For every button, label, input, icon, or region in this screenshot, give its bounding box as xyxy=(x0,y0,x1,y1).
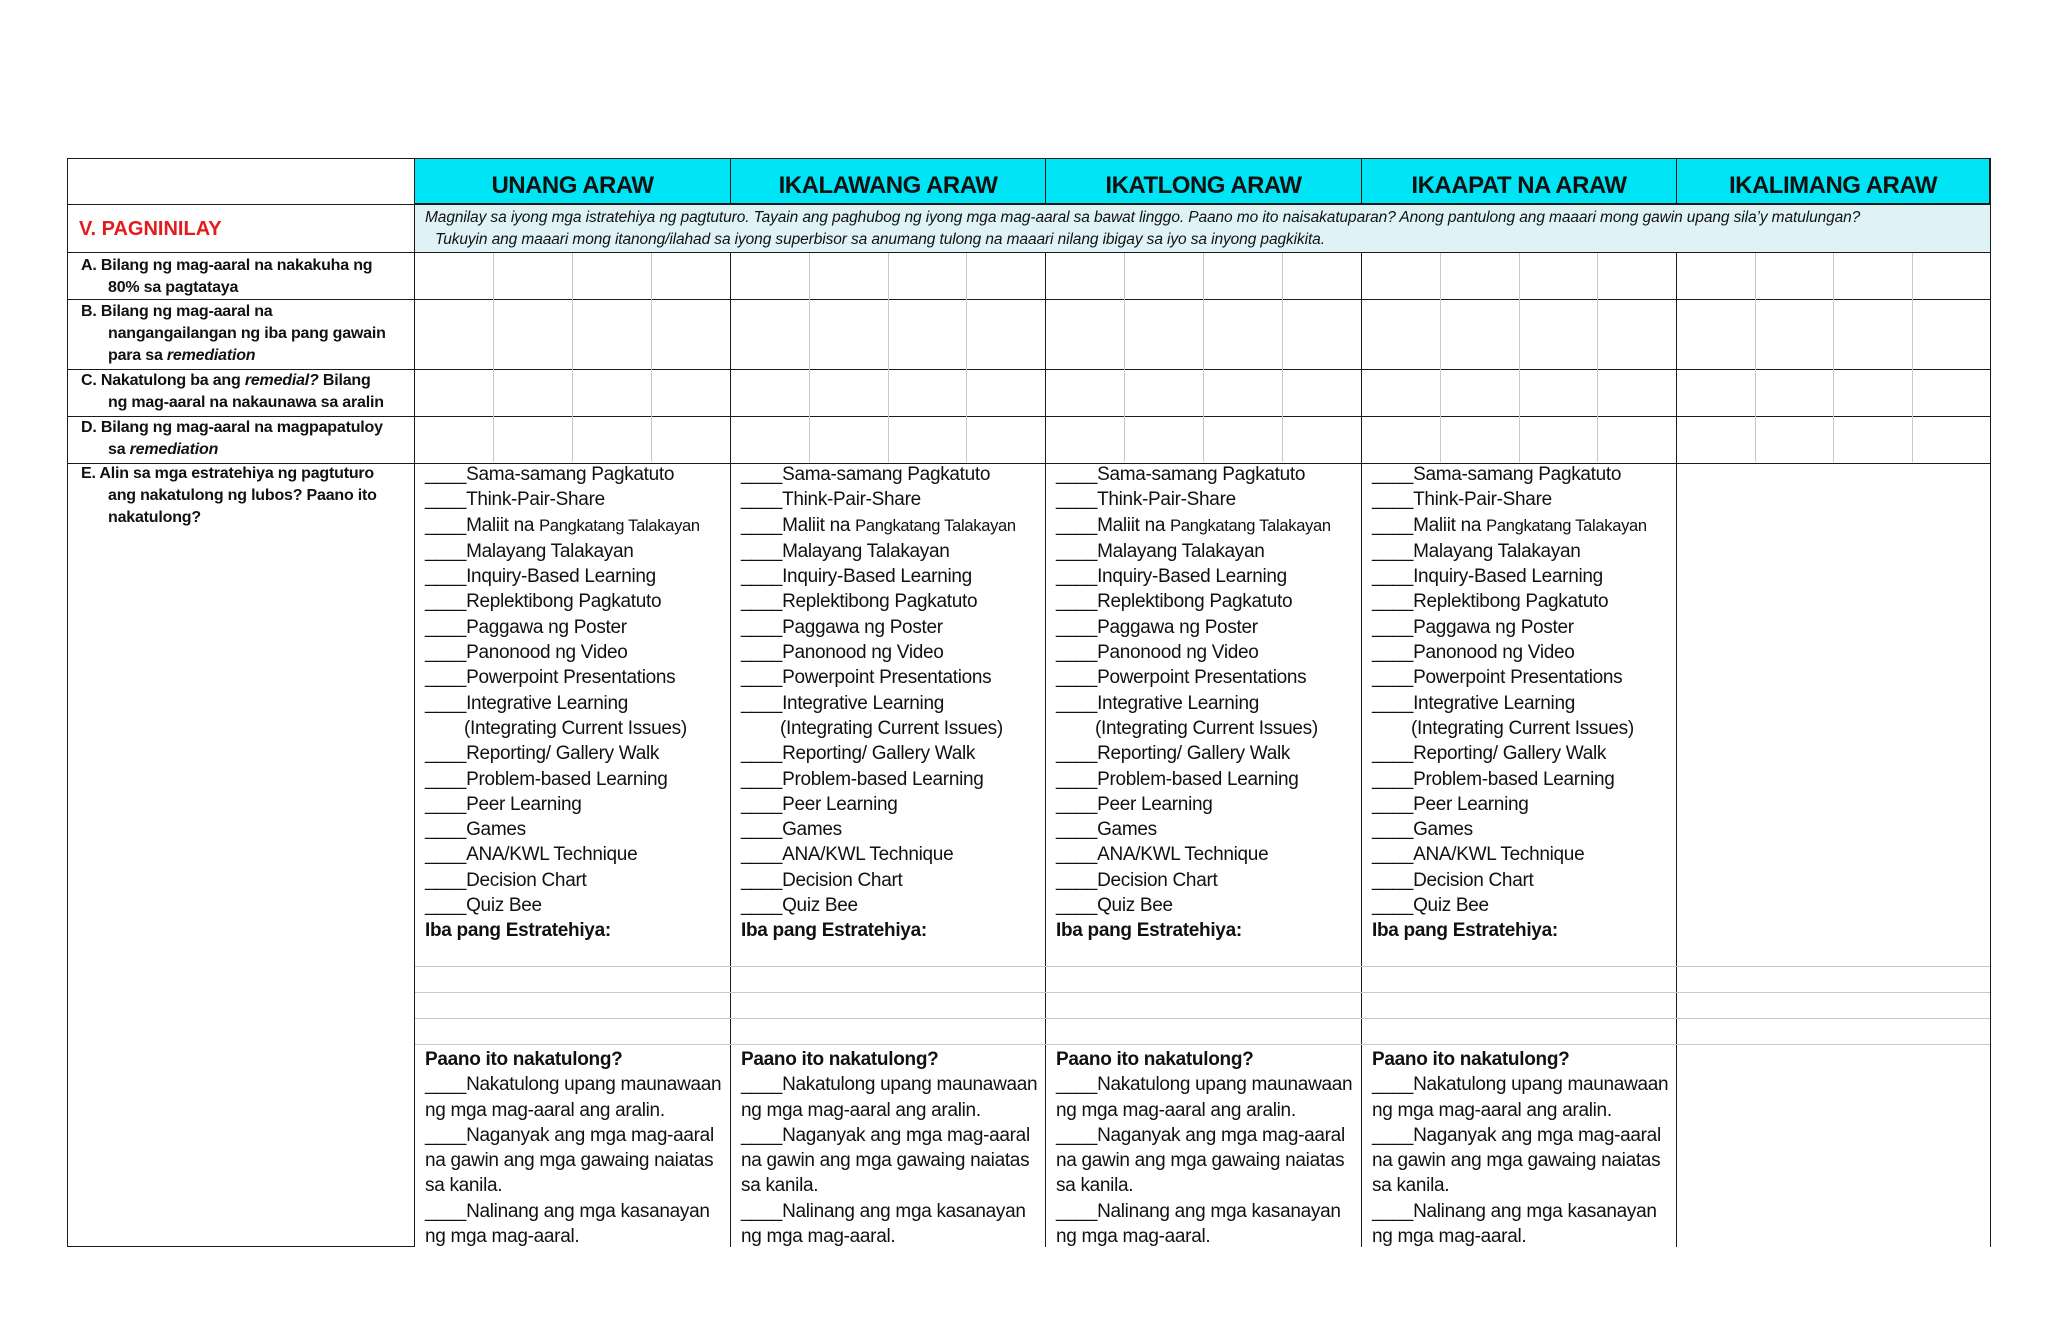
column-line xyxy=(414,158,415,1247)
strategy-list-day-4 xyxy=(1372,462,1647,944)
how-helped-option-cont: ng mga mag-aaral. xyxy=(741,1226,896,1248)
strategy-option: ____Maliit na Pangkatang Talakayan xyxy=(425,514,700,536)
how-helped-option-cont: sa kanila. xyxy=(1372,1175,1450,1197)
strategy-option: ____Quiz Bee xyxy=(1056,895,1173,917)
strategy-option: ____Games xyxy=(1372,819,1473,841)
row-line xyxy=(67,369,1990,370)
question-c-line-1 xyxy=(81,372,371,389)
other-strategy-label: Iba pang Estratehiya: xyxy=(1372,920,1558,942)
section-instruction xyxy=(425,207,1982,251)
strategy-option-small-part: Pangkatang Talakayan xyxy=(539,516,700,535)
how-helped-option-cont: na gawin ang mga gawaing naiatas xyxy=(741,1150,1030,1172)
question-e xyxy=(81,463,377,529)
how-helped-list-day-3 xyxy=(1056,1047,1352,1249)
blank-line xyxy=(415,992,1990,993)
blank-line xyxy=(415,966,1990,967)
question-e-line-3: nakatulong? xyxy=(108,509,201,526)
strategy-option-small-part: Pangkatang Talakayan xyxy=(855,516,1016,535)
cell-subdivision xyxy=(1833,253,1834,462)
header-day-2 xyxy=(730,158,1045,204)
header-day-3-label: IKATLONG ARAW xyxy=(1105,172,1302,199)
strategy-list-day-2 xyxy=(741,462,1016,944)
question-b-line-2: nangangailangan ng iba pang gawain xyxy=(108,325,386,342)
row-line xyxy=(67,416,1990,417)
how-helped-option-cont: sa kanila. xyxy=(1056,1175,1134,1197)
strategy-option: ____Panonood ng Video xyxy=(1372,642,1575,664)
question-a xyxy=(81,255,372,299)
strategy-option-note: (Integrating Current Issues) xyxy=(780,717,1003,739)
strategy-option: ____Malayang Talakayan xyxy=(1372,540,1581,562)
how-helped-option: ____Naganyak ang mga mag-aaral xyxy=(741,1124,1030,1146)
how-helped-option: ____Nalinang ang mga kasanayan xyxy=(741,1200,1026,1222)
strategy-list-day-3 xyxy=(1056,462,1331,944)
strategy-option: ____Integrative Learning xyxy=(741,692,945,714)
column-line xyxy=(1045,252,1046,1247)
strategy-option: ____Powerpoint Presentations xyxy=(425,667,676,689)
cell-subdivision xyxy=(1124,253,1125,462)
how-helped-option-cont: ng mga mag-aaral ang aralin. xyxy=(1056,1099,1296,1121)
column-line xyxy=(730,252,731,1247)
strategy-option: ____Problem-based Learning xyxy=(1372,768,1615,790)
instruction-line-2: Tukuyin ang maaari mong itanong/ilahad sa iyong superbisor sa anumang tulong na maaari nilang ibigay sa iyo sa inyong pagkikita. xyxy=(435,231,1325,248)
strategy-option: ____Sama-samang Pagkatuto xyxy=(741,464,991,485)
header-day-5 xyxy=(1676,158,1990,204)
strategy-option: ____Reporting/ Gallery Walk xyxy=(425,743,660,765)
strategy-option: ____Decision Chart xyxy=(425,869,587,891)
strategy-option: ____ANA/KWL Technique xyxy=(425,844,638,866)
how-helped-option: ____Nalinang ang mga kasanayan xyxy=(425,1200,710,1222)
other-strategy-label: Iba pang Estratehiya: xyxy=(1056,920,1242,942)
strategy-option: ____Replektibong Pagkatuto xyxy=(1372,591,1609,613)
strategy-option: ____Inquiry-Based Learning xyxy=(1056,566,1287,588)
blank-line xyxy=(415,1044,1990,1045)
strategy-option: ____Sama-samang Pagkatuto xyxy=(1056,464,1306,485)
strategy-option: ____Decision Chart xyxy=(1056,869,1218,891)
strategy-option: ____Problem-based Learning xyxy=(425,768,668,790)
strategy-option: ____Replektibong Pagkatuto xyxy=(741,591,978,613)
cell-subdivision xyxy=(572,253,573,462)
how-helped-option: ____Nalinang ang mga kasanayan xyxy=(1056,1200,1341,1222)
how-helped-option: ____Naganyak ang mga mag-aaral xyxy=(425,1124,714,1146)
strategy-option: ____Decision Chart xyxy=(1372,869,1534,891)
instruction-line-1: Magnilay sa iyong mga istratehiya ng pagtuturo. Tayain ang paghubog ng iyong mga mag-aaral sa bawat linggo. Paano mo ito naisakatuparan? Anong pantulong ang maaari mong gawin upang sila’y matulungan? xyxy=(425,209,1861,226)
header-day-5-label: IKALIMANG ARAW xyxy=(1728,172,1938,199)
strategy-option: ____Panonood ng Video xyxy=(1056,642,1259,664)
header-day-1-label: UNANG ARAW xyxy=(491,172,654,199)
strategy-option: ____Quiz Bee xyxy=(425,895,542,917)
section-title: V. PAGNINILAY xyxy=(79,218,222,240)
question-b-line-3 xyxy=(81,345,386,367)
cell-subdivision xyxy=(493,253,494,462)
strategy-option: ____Think-Pair-Share xyxy=(1056,489,1236,511)
strategy-option: ____Maliit na Pangkatang Talakayan xyxy=(1372,514,1647,536)
how-helped-list-day-2 xyxy=(741,1047,1037,1249)
strategy-option: ____Replektibong Pagkatuto xyxy=(1056,591,1293,613)
question-e-line-2: ang nakatulong ng lubos? Paano ito xyxy=(108,487,377,504)
strategy-option-note: (Integrating Current Issues) xyxy=(1095,717,1318,739)
strategy-option: ____ANA/KWL Technique xyxy=(1372,844,1585,866)
question-e-line-1: E. Alin sa mga estratehiya ng pagtuturo xyxy=(81,465,374,482)
strategy-option: ____Think-Pair-Share xyxy=(425,489,605,511)
how-helped-option-cont: ng mga mag-aaral. xyxy=(1372,1226,1527,1248)
table-border-bottom xyxy=(67,1246,415,1247)
strategy-option-small-part: Pangkatang Talakayan xyxy=(1486,516,1647,535)
strategy-option: ____Sama-samang Pagkatuto xyxy=(425,464,675,485)
column-line xyxy=(1676,252,1677,1247)
strategy-option: ____Inquiry-Based Learning xyxy=(1372,566,1603,588)
strategy-option-note: (Integrating Current Issues) xyxy=(1411,717,1634,739)
other-strategy-label: Iba pang Estratehiya: xyxy=(741,920,927,942)
row-line xyxy=(67,463,1990,464)
strategy-option: ____Inquiry-Based Learning xyxy=(425,566,656,588)
header-day-1 xyxy=(414,158,730,204)
how-helped-option-cont: sa kanila. xyxy=(425,1175,503,1197)
strategy-option: ____Panonood ng Video xyxy=(425,642,628,664)
strategy-option: ____ANA/KWL Technique xyxy=(1056,844,1269,866)
row-line xyxy=(67,252,1990,253)
header-day-3 xyxy=(1045,158,1361,204)
strategy-option: ____Malayang Talakayan xyxy=(741,540,950,562)
strategy-option: ____Quiz Bee xyxy=(1372,895,1489,917)
how-helped-option-cont: na gawin ang mga gawaing naiatas xyxy=(1372,1150,1661,1172)
strategy-option: ____Reporting/ Gallery Walk xyxy=(1372,743,1607,765)
how-helped-option: ____Nakatulong upang maunawaan xyxy=(1056,1074,1353,1096)
header-day-4 xyxy=(1361,158,1676,204)
cell-subdivision xyxy=(888,253,889,462)
strategy-option: ____Think-Pair-Share xyxy=(1372,489,1552,511)
strategy-option-note: (Integrating Current Issues) xyxy=(464,717,687,739)
strategy-option-small-part: Pangkatang Talakayan xyxy=(1170,516,1331,535)
strategy-option: ____Panonood ng Video xyxy=(741,642,944,664)
strategy-option: ____Powerpoint Presentations xyxy=(1372,667,1623,689)
strategy-option: ____Games xyxy=(425,819,526,841)
strategy-option: ____Reporting/ Gallery Walk xyxy=(1056,743,1291,765)
strategy-option: ____Integrative Learning xyxy=(425,692,629,714)
strategy-option: ____Maliit na Pangkatang Talakayan xyxy=(741,514,1016,536)
header-day-2-label: IKALAWANG ARAW xyxy=(778,172,998,199)
how-helped-option: ____Nakatulong upang maunawaan xyxy=(1372,1074,1669,1096)
strategy-option: ____Reporting/ Gallery Walk xyxy=(741,743,976,765)
question-b-line-3-pre: para sa xyxy=(108,347,167,364)
column-line xyxy=(1361,158,1362,204)
cell-subdivision xyxy=(1282,253,1283,462)
strategy-option: ____Problem-based Learning xyxy=(1056,768,1299,790)
question-c-line-2: ng mag-aaral na nakaunawa sa aralin xyxy=(108,394,384,411)
how-helped-option-cont: sa kanila. xyxy=(741,1175,819,1197)
how-helped-option-cont: na gawin ang mga gawaing naiatas xyxy=(425,1150,714,1172)
table-border-left xyxy=(67,158,68,1247)
strategy-option: ____ANA/KWL Technique xyxy=(741,844,954,866)
strategy-option: ____Malayang Talakayan xyxy=(425,540,634,562)
how-helped-option: ____Nakatulong upang maunawaan xyxy=(425,1074,722,1096)
how-helped-title: Paano ito nakatulong? xyxy=(1056,1049,1254,1070)
header-day-4-label: IKAAPAT NA ARAW xyxy=(1411,172,1627,199)
other-strategy-label: Iba pang Estratehiya: xyxy=(425,920,611,942)
strategy-option: ____Powerpoint Presentations xyxy=(741,667,992,689)
strategy-option: ____Maliit na Pangkatang Talakayan xyxy=(1056,514,1331,536)
row-line xyxy=(67,204,1990,205)
strategy-option: ____Peer Learning xyxy=(1056,793,1213,815)
blank-line xyxy=(415,1018,1990,1019)
strategy-option: ____Problem-based Learning xyxy=(741,768,984,790)
column-line xyxy=(730,158,731,204)
how-helped-option: ____Nakatulong upang maunawaan xyxy=(741,1074,1038,1096)
cell-subdivision xyxy=(1203,253,1204,462)
cell-subdivision xyxy=(651,253,652,462)
question-d-line-2-italic: remediation xyxy=(129,441,219,458)
how-helped-option-cont: ng mga mag-aaral ang aralin. xyxy=(741,1099,981,1121)
reflection-table xyxy=(67,158,1990,1246)
strategy-option: ____Replektibong Pagkatuto xyxy=(425,591,662,613)
column-line xyxy=(1676,158,1677,204)
how-helped-option-cont: ng mga mag-aaral ang aralin. xyxy=(1372,1099,1612,1121)
strategy-option: ____Paggawa ng Poster xyxy=(1056,616,1258,638)
strategy-option: ____Integrative Learning xyxy=(1056,692,1260,714)
strategy-option: ____Paggawa ng Poster xyxy=(1372,616,1574,638)
strategy-option: ____Games xyxy=(1056,819,1157,841)
strategy-list-day-1 xyxy=(425,462,700,944)
strategy-option: ____Sama-samang Pagkatuto xyxy=(1372,464,1622,485)
question-b-line-1: B. Bilang ng mag-aaral na xyxy=(81,303,273,320)
question-c-line-1-pre: C. Nakatulong ba ang xyxy=(81,372,245,389)
table-border-top xyxy=(67,158,1990,159)
how-helped-option: ____Naganyak ang mga mag-aaral xyxy=(1056,1124,1345,1146)
row-line xyxy=(67,299,1990,300)
strategy-option: ____Games xyxy=(741,819,842,841)
question-a-line-2: 80% sa pagtataya xyxy=(108,279,239,296)
strategy-option: ____Decision Chart xyxy=(741,869,903,891)
cell-subdivision xyxy=(1912,253,1913,462)
how-helped-option: ____Naganyak ang mga mag-aaral xyxy=(1372,1124,1661,1146)
how-helped-list-day-1 xyxy=(425,1047,721,1249)
question-d xyxy=(81,417,383,461)
table-border-right xyxy=(1990,158,1991,1247)
cell-subdivision xyxy=(1755,253,1756,462)
how-helped-option-cont: ng mga mag-aaral. xyxy=(1056,1226,1211,1248)
cell-subdivision xyxy=(1519,253,1520,462)
question-d-line-2 xyxy=(81,439,383,461)
strategy-option: ____Peer Learning xyxy=(425,793,582,815)
how-helped-option-cont: ng mga mag-aaral ang aralin. xyxy=(425,1099,665,1121)
question-d-line-2-pre: sa xyxy=(108,441,130,458)
cell-subdivision xyxy=(1440,253,1441,462)
strategy-option: ____Paggawa ng Poster xyxy=(741,616,943,638)
cell-subdivision xyxy=(809,253,810,462)
strategy-option: ____Think-Pair-Share xyxy=(741,489,921,511)
how-helped-option: ____Nalinang ang mga kasanayan xyxy=(1372,1200,1657,1222)
question-b xyxy=(81,301,386,367)
how-helped-list-day-4 xyxy=(1372,1047,1668,1249)
question-d-line-1: D. Bilang ng mag-aaral na magpapatuloy xyxy=(81,419,383,436)
cell-subdivision xyxy=(1597,253,1598,462)
strategy-option: ____Powerpoint Presentations xyxy=(1056,667,1307,689)
how-helped-option-cont: na gawin ang mga gawaing naiatas xyxy=(1056,1150,1345,1172)
question-c xyxy=(81,370,384,414)
question-c-line-1-post: Bilang xyxy=(318,372,371,389)
strategy-option: ____Integrative Learning xyxy=(1372,692,1576,714)
strategy-option: ____Inquiry-Based Learning xyxy=(741,566,972,588)
how-helped-title: Paano ito nakatulong? xyxy=(425,1049,623,1070)
column-line xyxy=(1045,158,1046,204)
strategy-option: ____Peer Learning xyxy=(741,793,898,815)
how-helped-option-cont: ng mga mag-aaral. xyxy=(425,1226,580,1248)
strategy-option: ____Paggawa ng Poster xyxy=(425,616,627,638)
cell-subdivision xyxy=(966,253,967,462)
how-helped-title: Paano ito nakatulong? xyxy=(741,1049,939,1070)
column-line xyxy=(1361,252,1362,1247)
strategy-option: ____Peer Learning xyxy=(1372,793,1529,815)
strategy-option: ____Malayang Talakayan xyxy=(1056,540,1265,562)
how-helped-title: Paano ito nakatulong? xyxy=(1372,1049,1570,1070)
question-b-line-3-italic: remediation xyxy=(166,347,256,364)
question-c-line-1-italic: remedial? xyxy=(244,372,319,389)
strategy-option: ____Quiz Bee xyxy=(741,895,858,917)
question-a-line-1: A. Bilang ng mag-aaral na nakakuha ng xyxy=(81,257,373,274)
